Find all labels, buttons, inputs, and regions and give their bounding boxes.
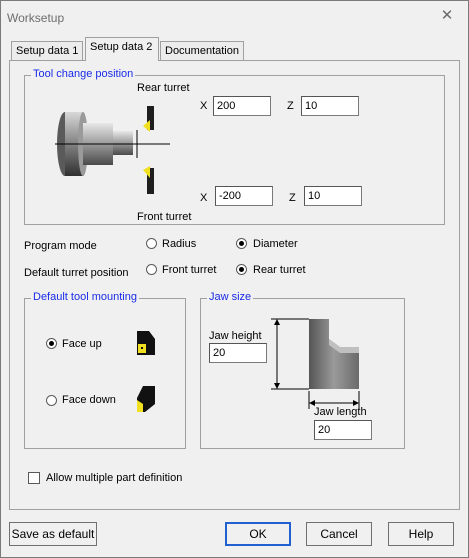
front-turret-radio[interactable] [146,264,157,275]
front-x-label: X [200,192,208,204]
diameter-label: Diameter [253,238,298,250]
front-x-input[interactable] [215,186,273,206]
tab-setup-data-1[interactable]: Setup data 1 [11,41,83,61]
tab-setup-data-2[interactable]: Setup data 2 [85,37,159,61]
rear-turret-radio[interactable] [236,264,247,275]
program-mode-label: Program mode [24,240,97,252]
front-turret-label: Front turret [137,211,192,223]
rear-z-input[interactable] [301,96,359,116]
tab-documentation[interactable]: Documentation [160,41,244,61]
title-bar [1,1,468,33]
ok-button[interactable]: OK [225,522,291,546]
tool-mounting-title: Default tool mounting [33,291,137,303]
jaw-size-title: Jaw size [209,291,252,303]
window-title: Worksetup [7,11,65,25]
face-down-label: Face down [62,394,116,406]
tool-mounting-group [24,291,186,449]
front-turret-option-label: Front turret [162,264,217,276]
jaw-height-input[interactable] [209,343,267,363]
rear-turret-option-label: Rear turret [253,264,306,276]
face-down-radio[interactable] [46,395,57,406]
jaw-length-label: Jaw length [314,406,367,418]
close-icon[interactable]: ✕ [440,7,454,24]
jaw-size-group [200,291,405,449]
allow-multiple-checkbox[interactable] [28,472,40,484]
rear-x-label: X [200,100,208,112]
jaw-length-input[interactable] [314,420,372,440]
front-z-label: Z [289,192,296,204]
face-up-label: Face up [62,338,102,350]
diameter-radio[interactable] [236,238,247,249]
front-z-input[interactable] [304,186,362,206]
cancel-button[interactable]: Cancel [306,522,372,546]
rear-turret-label: Rear turret [137,82,190,94]
tool-change-group [24,68,445,225]
tab-panel [9,60,460,510]
radius-label: Radius [162,238,197,250]
save-as-default-button[interactable]: Save as default [9,522,97,546]
allow-multiple-label: Allow multiple part definition [46,472,183,484]
rear-z-label: Z [287,100,294,112]
tool-change-title: Tool change position [33,68,134,80]
help-button[interactable]: Help [388,522,454,546]
turret-position-label: Default turret position [24,267,129,279]
radius-radio[interactable] [146,238,157,249]
jaw-height-label: Jaw height [209,330,262,342]
rear-x-input[interactable] [213,96,271,116]
face-down-tool-icon [133,384,159,414]
face-up-radio[interactable] [46,338,57,349]
face-up-tool-icon [133,329,159,357]
lathe-illustration-icon [55,98,185,218]
